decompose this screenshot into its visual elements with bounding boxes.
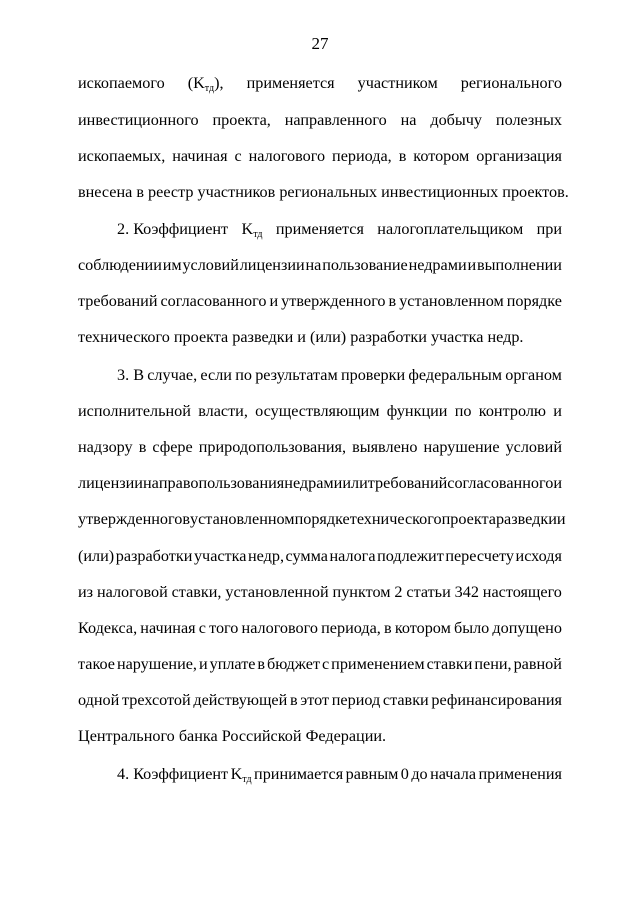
word: участником [357,74,438,92]
paragraph-line: исполнительной власти, осуществляющим функции по контролю и [78,402,562,420]
coefficient-k-td: $(K_{тд})$, [187,74,224,94]
paragraph-line: 3. В случае, если по результатам проверки федеральным органом [117,366,562,384]
paragraph-line: одной трехсотой действующей в этот период ставки рефинансирования [78,691,562,709]
word: применяется [246,74,335,92]
paragraph-line: инвестиционного проекта, направленного на добычу полезных [78,111,562,129]
paragraph-line: (или) разработки участка недр, сумма налога подлежит пересчету исходя [78,547,562,565]
coefficient-k-td: $K_{тд}$ [230,765,252,785]
paragraph-line: Центрального банка Российской Федерации. [78,727,387,745]
paragraph-line: 4. Коэффициент $K_{тд}$ принимается равным 0 до начала применения [117,765,562,785]
paragraph-line: из налоговой ставки, установленной пунктом 2 статьи 342 настоящего [78,583,562,601]
coefficient-k-td: $K_{тд}$ [241,220,263,240]
paragraph-line: ископаемых, начиная с налогового периода, в котором организация [78,147,562,165]
paragraph-line: утвержденного в установленном порядке технического проекта разведки и [78,510,566,528]
paragraph-line: 2. Коэффициент $K_{тд}$ применяется налогоплательщиком при [117,220,562,240]
paragraph-line: внесена в реестр участников региональных инвестиционных проектов. [78,183,569,201]
paragraph-line: лицензии на право пользования недрами или требований согласованного и [78,474,562,492]
word: регионального [460,74,562,92]
paragraph-line: требований согласованного и утвержденного в установленном порядке [78,292,562,310]
word: ископаемого [78,74,165,92]
paragraph-line: Кодекса, начиная с того налогового периода, в котором было допущено [78,619,562,637]
paragraph-line: технического проекта разведки и (или) разработки участка недр. [78,328,524,346]
paragraph-line [78,73,562,93]
paragraph-line: надзору в сфере природопользования, выявлено нарушение условий [78,438,562,456]
paragraph-line: такое нарушение, и уплате в бюджет с применением ставки пени, равной [78,655,562,673]
paragraph-line: соблюдении им условий лицензии на пользование недрами и выполнении [78,256,562,274]
page-number: 27 [311,34,329,53]
